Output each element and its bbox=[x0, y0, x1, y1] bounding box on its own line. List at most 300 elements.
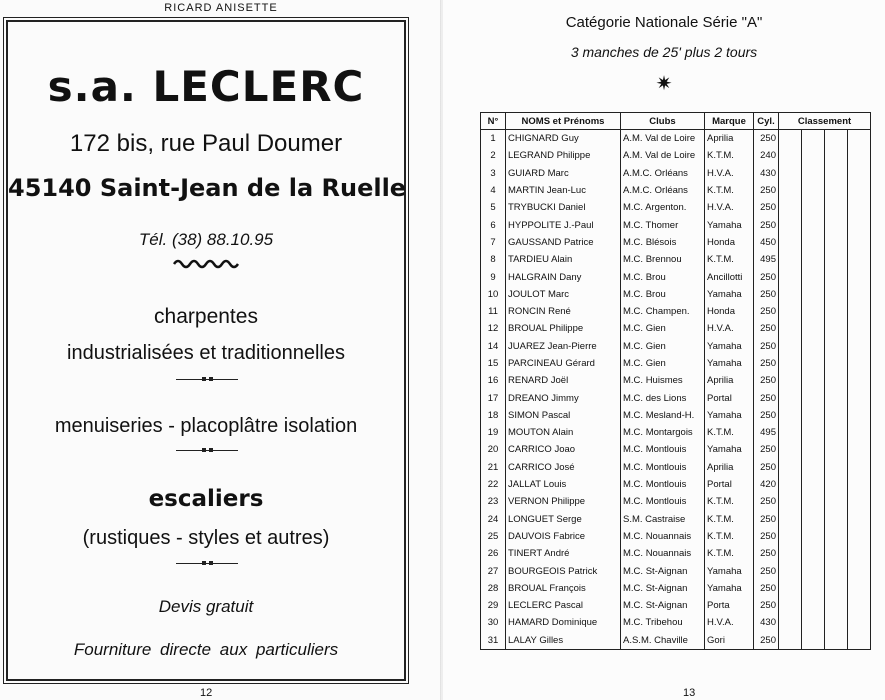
cell-marque: Gori bbox=[705, 632, 754, 650]
table-row bbox=[481, 234, 871, 251]
cell-club: M.C. Thomer bbox=[621, 216, 705, 233]
cell-num: 7 bbox=[481, 234, 506, 251]
cell-marque: H.V.A. bbox=[705, 199, 754, 216]
cell-classement bbox=[779, 303, 802, 320]
cell-marque: Yamaha bbox=[705, 286, 754, 303]
cell-classement bbox=[802, 407, 825, 424]
cell-num: 8 bbox=[481, 251, 506, 268]
cell-num: 4 bbox=[481, 182, 506, 199]
cell-classement bbox=[825, 216, 848, 233]
cell-classement bbox=[779, 476, 802, 493]
cell-classement bbox=[825, 268, 848, 285]
col-header-num: N° bbox=[481, 113, 506, 130]
cell-club: M.C. Nouannais bbox=[621, 528, 705, 545]
cell-name: MARTIN Jean-Luc bbox=[506, 182, 621, 199]
cell-classement bbox=[779, 545, 802, 562]
cell-classement bbox=[802, 528, 825, 545]
cell-marque: Yamaha bbox=[705, 441, 754, 458]
cell-num: 3 bbox=[481, 165, 506, 182]
cell-classement bbox=[779, 199, 802, 216]
cell-name: MOUTON Alain bbox=[506, 424, 621, 441]
cell-name: DAUVOIS Fabrice bbox=[506, 528, 621, 545]
cell-classement bbox=[802, 614, 825, 631]
cell-classement bbox=[848, 580, 871, 597]
cell-num: 11 bbox=[481, 303, 506, 320]
cell-cyl: 250 bbox=[754, 355, 779, 372]
cell-classement bbox=[802, 424, 825, 441]
cell-classement bbox=[779, 286, 802, 303]
cell-club: M.C. Blésois bbox=[621, 234, 705, 251]
city-address: 45140 Saint-Jean de la Ruelle bbox=[8, 174, 407, 202]
col-header-classement: Classement bbox=[779, 113, 871, 130]
cell-num: 31 bbox=[481, 632, 506, 650]
cell-classement bbox=[779, 234, 802, 251]
table-row bbox=[481, 130, 871, 148]
cell-classement bbox=[779, 493, 802, 510]
cell-club: M.C. Mesland-H. bbox=[621, 407, 705, 424]
cell-classement bbox=[825, 459, 848, 476]
cell-cyl: 495 bbox=[754, 424, 779, 441]
cell-classement bbox=[802, 165, 825, 182]
cell-classement bbox=[802, 389, 825, 406]
cell-num: 28 bbox=[481, 580, 506, 597]
cell-classement bbox=[802, 476, 825, 493]
cell-cyl: 250 bbox=[754, 182, 779, 199]
cell-classement bbox=[802, 147, 825, 164]
cell-marque: Yamaha bbox=[705, 355, 754, 372]
cell-classement bbox=[825, 562, 848, 579]
cell-club: M.C. Montlouis bbox=[621, 459, 705, 476]
table-row bbox=[481, 199, 871, 216]
cell-num: 29 bbox=[481, 597, 506, 614]
cell-cyl: 430 bbox=[754, 614, 779, 631]
cell-classement bbox=[848, 286, 871, 303]
cell-classement bbox=[825, 424, 848, 441]
cell-club: M.C. Brou bbox=[621, 268, 705, 285]
cell-name: LECLERC Pascal bbox=[506, 597, 621, 614]
cell-name: LEGRAND Philippe bbox=[506, 147, 621, 164]
cell-cyl: 250 bbox=[754, 407, 779, 424]
service-styles: (rustiques - styles et autres) bbox=[82, 527, 330, 549]
cell-classement bbox=[848, 251, 871, 268]
cell-num: 15 bbox=[481, 355, 506, 372]
cell-classement bbox=[825, 614, 848, 631]
right-page bbox=[443, 0, 885, 700]
cell-classement bbox=[825, 251, 848, 268]
cell-classement bbox=[848, 528, 871, 545]
cell-marque: Yamaha bbox=[705, 407, 754, 424]
table-row bbox=[481, 251, 871, 268]
cell-classement bbox=[848, 199, 871, 216]
cell-club: M.C. St-Aignan bbox=[621, 597, 705, 614]
cell-classement bbox=[825, 303, 848, 320]
cell-classement bbox=[825, 597, 848, 614]
cell-club: M.C. Montlouis bbox=[621, 493, 705, 510]
cell-classement bbox=[802, 493, 825, 510]
page-title: Catégorie Nationale Série "A" bbox=[565, 14, 763, 31]
cell-classement bbox=[779, 389, 802, 406]
cell-marque: K.T.M. bbox=[705, 493, 754, 510]
cell-classement bbox=[825, 476, 848, 493]
cell-marque: Honda bbox=[705, 234, 754, 251]
cell-num: 1 bbox=[481, 130, 506, 148]
cell-name: BOURGEOIS Patrick bbox=[506, 562, 621, 579]
cell-marque: Ancillotti bbox=[705, 268, 754, 285]
cell-classement bbox=[779, 632, 802, 650]
cell-club: M.C. Gien bbox=[621, 355, 705, 372]
cell-classement bbox=[848, 614, 871, 631]
cell-classement bbox=[802, 338, 825, 355]
cell-club: A.M.C. Orléans bbox=[621, 182, 705, 199]
cell-num: 22 bbox=[481, 476, 506, 493]
page-header: RICARD ANISETTE bbox=[164, 2, 278, 14]
star-ornament: ✷ bbox=[655, 73, 673, 95]
cell-classement bbox=[802, 372, 825, 389]
cell-cyl: 250 bbox=[754, 493, 779, 510]
cell-cyl: 450 bbox=[754, 234, 779, 251]
cell-num: 20 bbox=[481, 441, 506, 458]
devis-gratuit: Devis gratuit bbox=[158, 597, 254, 616]
cell-marque: Yamaha bbox=[705, 562, 754, 579]
cell-classement bbox=[825, 199, 848, 216]
table-row bbox=[481, 372, 871, 389]
cell-club: M.C. Gien bbox=[621, 338, 705, 355]
cell-classement bbox=[779, 130, 802, 148]
cell-marque: K.T.M. bbox=[705, 511, 754, 528]
cell-classement bbox=[779, 320, 802, 337]
cell-num: 26 bbox=[481, 545, 506, 562]
cell-cyl: 250 bbox=[754, 528, 779, 545]
page-subtitle: 3 manches de 25' plus 2 tours bbox=[570, 44, 758, 60]
cell-name: PARCINEAU Gérard bbox=[506, 355, 621, 372]
cell-num: 12 bbox=[481, 320, 506, 337]
cell-num: 5 bbox=[481, 199, 506, 216]
cell-classement bbox=[779, 338, 802, 355]
cell-num: 10 bbox=[481, 286, 506, 303]
cell-classement bbox=[802, 303, 825, 320]
cell-classement bbox=[825, 182, 848, 199]
cell-classement bbox=[779, 268, 802, 285]
cell-marque: Aprilia bbox=[705, 459, 754, 476]
table-row bbox=[481, 597, 871, 614]
phone-number: Tél. (38) 88.10.95 bbox=[138, 230, 274, 249]
cell-marque: Yamaha bbox=[705, 216, 754, 233]
cell-cyl: 250 bbox=[754, 632, 779, 650]
cell-classement bbox=[848, 303, 871, 320]
divider bbox=[176, 563, 238, 564]
cell-classement bbox=[848, 545, 871, 562]
cell-classement bbox=[848, 459, 871, 476]
cell-marque: K.T.M. bbox=[705, 182, 754, 199]
cell-classement bbox=[802, 459, 825, 476]
cell-classement bbox=[848, 320, 871, 337]
cell-num: 24 bbox=[481, 511, 506, 528]
cell-cyl: 250 bbox=[754, 441, 779, 458]
cell-club: M.C. Brennou bbox=[621, 251, 705, 268]
cell-cyl: 250 bbox=[754, 303, 779, 320]
table-header-row bbox=[481, 113, 871, 130]
table-row bbox=[481, 355, 871, 372]
cell-marque: Yamaha bbox=[705, 338, 754, 355]
table-row bbox=[481, 614, 871, 631]
cell-cyl: 250 bbox=[754, 199, 779, 216]
cell-classement bbox=[848, 182, 871, 199]
cell-cyl: 250 bbox=[754, 597, 779, 614]
cell-classement bbox=[779, 372, 802, 389]
cell-classement bbox=[825, 286, 848, 303]
table-row bbox=[481, 147, 871, 164]
cell-club: A.S.M. Chaville bbox=[621, 632, 705, 650]
street-address: 172 bis, rue Paul Doumer bbox=[69, 130, 343, 157]
cell-classement bbox=[802, 441, 825, 458]
service-charpentes: charpentes bbox=[154, 305, 258, 328]
cell-classement bbox=[779, 511, 802, 528]
service-escaliers: escaliers bbox=[148, 486, 264, 512]
cell-name: RONCIN René bbox=[506, 303, 621, 320]
table-row bbox=[481, 545, 871, 562]
cell-cyl: 250 bbox=[754, 372, 779, 389]
cell-name: JOULOT Marc bbox=[506, 286, 621, 303]
cell-classement bbox=[825, 545, 848, 562]
divider bbox=[176, 379, 238, 380]
cell-club: A.M. Val de Loire bbox=[621, 130, 705, 148]
cell-classement bbox=[802, 545, 825, 562]
cell-marque: H.V.A. bbox=[705, 320, 754, 337]
cell-cyl: 430 bbox=[754, 165, 779, 182]
cell-club: M.C. Brou bbox=[621, 286, 705, 303]
cell-name: TRYBUCKI Daniel bbox=[506, 199, 621, 216]
cell-classement bbox=[825, 528, 848, 545]
cell-club: M.C. St-Aignan bbox=[621, 562, 705, 579]
cell-num: 27 bbox=[481, 562, 506, 579]
cell-cyl: 250 bbox=[754, 545, 779, 562]
cell-name: CHIGNARD Guy bbox=[506, 130, 621, 148]
table-row bbox=[481, 216, 871, 233]
table-row bbox=[481, 528, 871, 545]
col-header-club: Clubs bbox=[621, 113, 705, 130]
service-menuiseries: menuiseries - placoplâtre isolation bbox=[54, 415, 358, 437]
cell-classement bbox=[779, 355, 802, 372]
table-row bbox=[481, 407, 871, 424]
cell-classement bbox=[848, 268, 871, 285]
cell-num: 19 bbox=[481, 424, 506, 441]
cell-classement bbox=[802, 216, 825, 233]
cell-classement bbox=[802, 251, 825, 268]
cell-classement bbox=[802, 234, 825, 251]
cell-classement bbox=[779, 407, 802, 424]
cell-club: M.C. Montargois bbox=[621, 424, 705, 441]
cell-club: M.C. Nouannais bbox=[621, 545, 705, 562]
cell-club: A.M.C. Orléans bbox=[621, 165, 705, 182]
cell-cyl: 250 bbox=[754, 320, 779, 337]
cell-classement bbox=[802, 355, 825, 372]
cell-classement bbox=[779, 147, 802, 164]
cell-classement bbox=[848, 632, 871, 650]
divider bbox=[176, 450, 238, 451]
cell-classement bbox=[825, 389, 848, 406]
cell-classement bbox=[825, 511, 848, 528]
cell-classement bbox=[802, 182, 825, 199]
cell-classement bbox=[802, 268, 825, 285]
cell-cyl: 250 bbox=[754, 459, 779, 476]
cell-classement bbox=[848, 234, 871, 251]
cell-name: HALGRAIN Dany bbox=[506, 268, 621, 285]
wave-ornament bbox=[8, 258, 404, 270]
table-row bbox=[481, 441, 871, 458]
cell-classement bbox=[802, 597, 825, 614]
cell-name: RENARD Joël bbox=[506, 372, 621, 389]
cell-cyl: 250 bbox=[754, 511, 779, 528]
cell-classement bbox=[802, 511, 825, 528]
cell-classement bbox=[825, 320, 848, 337]
col-header-marque: Marque bbox=[705, 113, 754, 130]
cell-cyl: 250 bbox=[754, 562, 779, 579]
cell-name: JALLAT Louis bbox=[506, 476, 621, 493]
cell-classement bbox=[848, 562, 871, 579]
cell-classement bbox=[848, 147, 871, 164]
cell-classement bbox=[825, 580, 848, 597]
cell-marque: Portal bbox=[705, 389, 754, 406]
page-number: 13 bbox=[683, 687, 696, 699]
cell-classement bbox=[825, 407, 848, 424]
cell-name: GAUSSAND Patrice bbox=[506, 234, 621, 251]
cell-name: DREANO Jimmy bbox=[506, 389, 621, 406]
results-table bbox=[480, 112, 871, 650]
cell-marque: K.T.M. bbox=[705, 424, 754, 441]
cell-num: 21 bbox=[481, 459, 506, 476]
cell-cyl: 240 bbox=[754, 147, 779, 164]
cell-marque: H.V.A. bbox=[705, 165, 754, 182]
cell-marque: Porta bbox=[705, 597, 754, 614]
cell-num: 18 bbox=[481, 407, 506, 424]
cell-name: LALAY Gilles bbox=[506, 632, 621, 650]
cell-classement bbox=[802, 320, 825, 337]
cell-classement bbox=[848, 407, 871, 424]
cell-marque: K.T.M. bbox=[705, 251, 754, 268]
cell-classement bbox=[779, 614, 802, 631]
table-row bbox=[481, 338, 871, 355]
cell-name: HAMARD Dominique bbox=[506, 614, 621, 631]
cell-classement bbox=[848, 355, 871, 372]
col-header-cyl: Cyl. bbox=[754, 113, 779, 130]
cell-num: 2 bbox=[481, 147, 506, 164]
cell-classement bbox=[802, 562, 825, 579]
cell-classement bbox=[779, 459, 802, 476]
cell-cyl: 250 bbox=[754, 389, 779, 406]
cell-classement bbox=[779, 441, 802, 458]
cell-club: M.C. Argenton. bbox=[621, 199, 705, 216]
cell-classement bbox=[802, 130, 825, 148]
cell-classement bbox=[825, 165, 848, 182]
cell-cyl: 420 bbox=[754, 476, 779, 493]
col-header-name: NOMS et Prénoms bbox=[506, 113, 621, 130]
results-body bbox=[481, 130, 871, 650]
cell-name: CARRICO José bbox=[506, 459, 621, 476]
table-row bbox=[481, 476, 871, 493]
cell-classement bbox=[779, 580, 802, 597]
cell-num: 6 bbox=[481, 216, 506, 233]
table-row bbox=[481, 632, 871, 650]
cell-classement bbox=[848, 372, 871, 389]
cell-classement bbox=[802, 286, 825, 303]
cell-cyl: 250 bbox=[754, 216, 779, 233]
table-row bbox=[481, 286, 871, 303]
table-row bbox=[481, 303, 871, 320]
page-number: 12 bbox=[200, 687, 213, 699]
cell-marque: H.V.A. bbox=[705, 614, 754, 631]
cell-name: JUAREZ Jean-Pierre bbox=[506, 338, 621, 355]
cell-num: 25 bbox=[481, 528, 506, 545]
cell-classement bbox=[825, 147, 848, 164]
cell-classement bbox=[825, 338, 848, 355]
cell-classement bbox=[802, 580, 825, 597]
cell-classement bbox=[848, 441, 871, 458]
table-row bbox=[481, 165, 871, 182]
cell-classement bbox=[779, 182, 802, 199]
cell-classement bbox=[848, 476, 871, 493]
cell-club: M.C. St-Aignan bbox=[621, 580, 705, 597]
cell-marque: K.T.M. bbox=[705, 147, 754, 164]
cell-name: SIMON Pascal bbox=[506, 407, 621, 424]
cell-classement bbox=[825, 493, 848, 510]
cell-classement bbox=[779, 165, 802, 182]
cell-classement bbox=[825, 130, 848, 148]
cell-num: 14 bbox=[481, 338, 506, 355]
cell-cyl: 250 bbox=[754, 130, 779, 148]
cell-cyl: 495 bbox=[754, 251, 779, 268]
service-industrialisees: industrialisées et traditionnelles bbox=[67, 342, 345, 364]
cell-classement bbox=[779, 424, 802, 441]
cell-classement bbox=[848, 338, 871, 355]
cell-num: 17 bbox=[481, 389, 506, 406]
table-row bbox=[481, 493, 871, 510]
table-row bbox=[481, 562, 871, 579]
cell-num: 9 bbox=[481, 268, 506, 285]
cell-name: LONGUET Serge bbox=[506, 511, 621, 528]
table-row bbox=[481, 580, 871, 597]
cell-cyl: 250 bbox=[754, 580, 779, 597]
cell-club: A.M. Val de Loire bbox=[621, 147, 705, 164]
cell-classement bbox=[848, 511, 871, 528]
table-row bbox=[481, 424, 871, 441]
cell-marque: Honda bbox=[705, 303, 754, 320]
cell-marque: K.T.M. bbox=[705, 545, 754, 562]
cell-cyl: 250 bbox=[754, 286, 779, 303]
table-row bbox=[481, 511, 871, 528]
cell-club: M.C. Huismes bbox=[621, 372, 705, 389]
cell-num: 30 bbox=[481, 614, 506, 631]
table-row bbox=[481, 182, 871, 199]
cell-marque: Aprilia bbox=[705, 130, 754, 148]
cell-club: S.M. Castraise bbox=[621, 511, 705, 528]
cell-cyl: 250 bbox=[754, 338, 779, 355]
cell-marque: Yamaha bbox=[705, 580, 754, 597]
cell-club: M.C. Montlouis bbox=[621, 441, 705, 458]
cell-classement bbox=[779, 251, 802, 268]
table-row bbox=[481, 268, 871, 285]
cell-classement bbox=[802, 199, 825, 216]
cell-classement bbox=[848, 130, 871, 148]
cell-club: M.C. Gien bbox=[621, 320, 705, 337]
cell-club: M.C. Montlouis bbox=[621, 476, 705, 493]
cell-classement bbox=[825, 372, 848, 389]
cell-name: BROUAL François bbox=[506, 580, 621, 597]
cell-classement bbox=[848, 493, 871, 510]
cell-classement bbox=[825, 632, 848, 650]
table-row bbox=[481, 389, 871, 406]
cell-name: BROUAL Philippe bbox=[506, 320, 621, 337]
cell-marque: Aprilia bbox=[705, 372, 754, 389]
